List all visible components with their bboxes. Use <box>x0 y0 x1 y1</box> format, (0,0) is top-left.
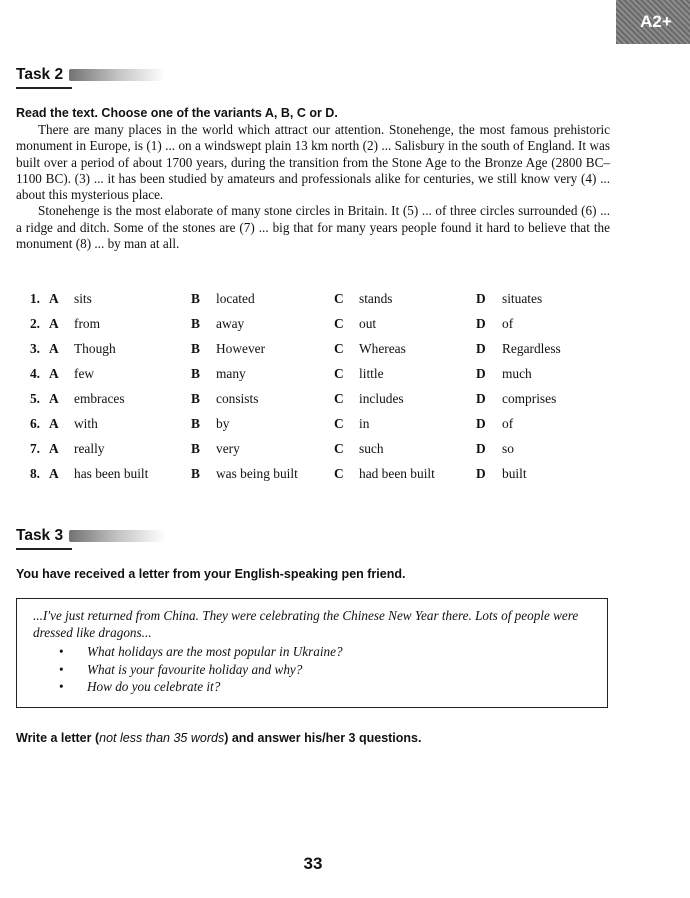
passage-paragraph-1: There are many places in the world which attract our attention. Stonehenge, the most famous prehistoric monument in Europe, is (1) ... on a windswept plain 13 km north (2) ... Salisbury in the south of England. It was built over a period of about 1700 years, during the transition from the Stone Age to the Bronze Age (2800 BC–1100 BC). (3) ... it has been studied by amateurs and professionals alike for centuries, we still know very (4) ... about this mysterious place. <box>16 122 610 203</box>
option-a-text: has been built <box>74 466 149 481</box>
option-letter-c: C <box>334 291 344 306</box>
option-letter-d: D <box>476 291 486 306</box>
task2-underline <box>16 87 72 89</box>
option-letter-b: B <box>191 341 200 356</box>
option-letter-d: D <box>476 391 486 406</box>
option-c-text: such <box>359 441 384 456</box>
option-number: 4. <box>29 366 40 381</box>
option-letter-d: D <box>476 366 486 381</box>
reading-passage <box>16 122 610 252</box>
table-row <box>16 366 616 391</box>
option-c-text: Whereas <box>359 341 406 356</box>
option-d-text: situates <box>502 291 543 306</box>
option-letter-c: C <box>334 341 344 356</box>
passage-paragraph-2: Stonehenge is the most elaborate of many stone circles in Britain. It (5) ... of three circles surrounded (6) ... a ridge and ditch. Some of the stones are (7) ... big that for many years people found it hard to believe that the monument (8) ... by man at all. <box>16 203 610 252</box>
task3-underline <box>16 548 72 550</box>
option-number: 6. <box>29 416 40 431</box>
option-letter-c: C <box>334 441 344 456</box>
option-letter-b: B <box>191 316 200 331</box>
option-a-text: from <box>74 316 101 331</box>
task3-closing-instruction <box>16 731 421 745</box>
option-d-text: Regardless <box>502 341 561 356</box>
option-number: 3. <box>29 341 40 356</box>
option-d-text: of <box>502 416 514 431</box>
option-c-text: little <box>359 366 384 381</box>
bullet-icon: • <box>59 661 64 677</box>
task3-title: Task 3 <box>16 527 64 544</box>
level-badge: A2+ <box>616 0 690 44</box>
option-letter-b: B <box>191 391 200 406</box>
closing-text-start: Write a letter ( <box>16 731 100 745</box>
option-number: 2. <box>29 316 40 331</box>
answer-options <box>16 291 616 491</box>
option-number: 1. <box>29 291 40 306</box>
option-letter-a: A <box>49 341 59 356</box>
table-row <box>16 316 616 341</box>
option-letter-a: A <box>49 391 59 406</box>
letter-text: ...I've just returned from China. They were celebrating the Chinese New Year there. Lots of people were dressed like dragons... <box>33 608 579 640</box>
option-d-text: much <box>502 366 532 381</box>
option-letter-c: C <box>334 366 344 381</box>
option-d-text: built <box>502 466 527 481</box>
option-b-text: very <box>216 441 240 456</box>
closing-word-limit: not less than 35 words <box>99 731 225 745</box>
option-letter-a: A <box>49 466 59 481</box>
option-letter-b: B <box>191 441 200 456</box>
letter-questions <box>33 644 595 697</box>
task3-instruction: You have received a letter from your English-speaking pen friend. <box>16 567 406 581</box>
option-letter-a: A <box>49 291 59 306</box>
option-b-text: However <box>216 341 266 356</box>
option-letter-b: B <box>191 466 200 481</box>
option-a-text: Though <box>74 341 116 356</box>
option-letter-c: C <box>334 391 344 406</box>
option-number: 5. <box>29 391 40 406</box>
task2-heading <box>16 66 165 84</box>
table-row <box>16 441 616 466</box>
table-row <box>16 466 616 491</box>
option-d-text: comprises <box>502 391 557 406</box>
question-text: How do you celebrate it? <box>87 679 221 694</box>
option-c-text: in <box>359 416 370 431</box>
option-letter-d: D <box>476 341 486 356</box>
option-letter-b: B <box>191 366 200 381</box>
option-a-text: few <box>74 366 95 381</box>
option-letter-d: D <box>476 416 486 431</box>
option-number: 7. <box>29 441 40 456</box>
option-letter-c: C <box>334 466 344 481</box>
task2-instruction: Read the text. Choose one of the variants A, B, C or D. <box>16 106 338 120</box>
option-letter-d: D <box>476 316 486 331</box>
option-number: 8. <box>29 466 40 481</box>
option-b-text: consists <box>216 391 259 406</box>
list-item <box>33 662 595 680</box>
page-number: 33 <box>303 854 323 873</box>
option-d-text: of <box>502 316 514 331</box>
option-c-text: stands <box>359 291 393 306</box>
option-letter-b: B <box>191 291 200 306</box>
option-letter-a: A <box>49 366 59 381</box>
option-letter-c: C <box>334 416 344 431</box>
option-a-text: really <box>74 441 105 456</box>
table-row <box>16 391 616 416</box>
option-letter-c: C <box>334 316 344 331</box>
option-letter-d: D <box>476 441 486 456</box>
option-c-text: out <box>359 316 377 331</box>
bullet-icon: • <box>59 679 64 694</box>
option-letter-a: A <box>49 316 59 331</box>
option-letter-a: A <box>49 441 59 456</box>
option-b-text: away <box>216 316 245 331</box>
option-b-text: was being built <box>216 466 298 481</box>
option-letter-a: A <box>49 416 59 431</box>
option-a-text: embraces <box>74 391 125 406</box>
question-text: What holidays are the most popular in Ukraine? <box>87 644 343 659</box>
option-b-text: located <box>216 291 255 306</box>
pen-friend-letter <box>16 598 608 708</box>
option-letter-d: D <box>476 466 486 481</box>
list-item <box>33 644 595 662</box>
option-b-text: by <box>216 416 230 431</box>
option-a-text: with <box>74 416 98 431</box>
table-row <box>16 416 616 441</box>
table-row <box>16 341 616 366</box>
option-b-text: many <box>216 366 246 381</box>
option-letter-b: B <box>191 416 200 431</box>
task3-heading <box>16 527 165 545</box>
task2-title: Task 2 <box>16 66 64 83</box>
question-text: What is your favourite holiday and why? <box>87 661 303 677</box>
option-c-text: had been built <box>359 466 435 481</box>
heading-decoration <box>69 530 165 542</box>
option-c-text: includes <box>359 391 404 406</box>
closing-text-end: ) and answer his/her 3 questions. <box>224 731 422 745</box>
heading-decoration <box>69 69 165 81</box>
bullet-icon: • <box>59 644 64 659</box>
list-item <box>33 679 595 697</box>
option-d-text: so <box>502 441 514 456</box>
table-row <box>16 291 616 316</box>
option-a-text: sits <box>74 291 92 306</box>
